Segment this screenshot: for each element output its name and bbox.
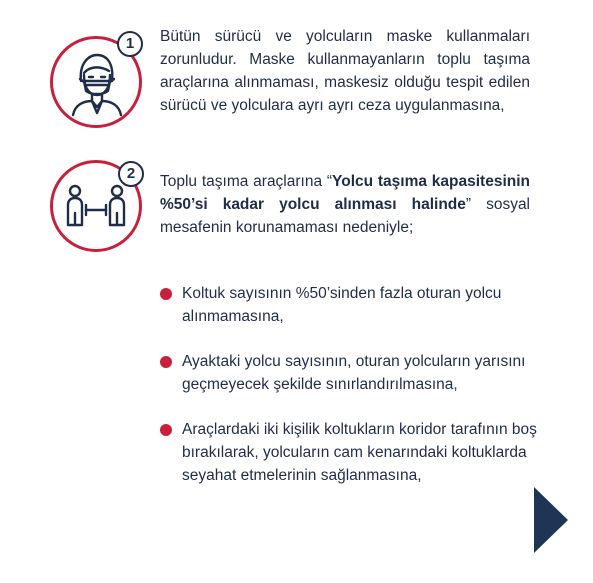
next-arrow-icon[interactable] [534, 487, 568, 553]
bullet-item [160, 350, 560, 396]
bullet-dot-icon [160, 356, 172, 368]
rule-2-text-start: Toplu taşıma araçlarına “ [160, 173, 333, 190]
bullet-item [160, 282, 560, 328]
bullet-dot-icon [160, 288, 172, 300]
bullet-text: Ayaktaki yolcu sayısının, oturan yolcuların yarısını geçmeyecek şekilde sınırlandırılmasına, [182, 353, 526, 393]
bullet-text: Koltuk sayısının %50’sinden fazla oturan yolcu alınmamasına, [182, 285, 502, 325]
rule-1-text: Bütün sürücü ve yolcuların maske kullanmaları zorunludur. Maske kullanmayanların toplu taşıma araçlarına alınmaması, maskesiz olduğu tespit edilen sürücü ve yolculara ayrı ayrı ceza uygulanmasına, [160, 28, 530, 114]
measure-bullet-list [160, 282, 560, 509]
rule-2-text-bold: Yolcu taşıma kapasitesinin %50’si kadar yolcu alınması halinde [160, 173, 531, 213]
step-number-badge: 1 [117, 31, 143, 57]
rule-2-text [160, 170, 530, 239]
bullet-dot-icon [160, 424, 172, 436]
bullet-text: Araçlardaki iki kişilik koltukların koridor tarafının boş bırakılarak, yolcuların cam kenarındaki koltuklarda seyahat etmelerinin sağlanmasına, [182, 421, 537, 484]
rule-2-text-end: ” sosyal mesafenin korunamaması nedeniyle; [160, 196, 531, 236]
rule-item-1 [0, 20, 593, 140]
step-number-badge: 2 [118, 161, 144, 187]
rule-item-2 [0, 160, 593, 270]
bullet-item [160, 418, 560, 487]
